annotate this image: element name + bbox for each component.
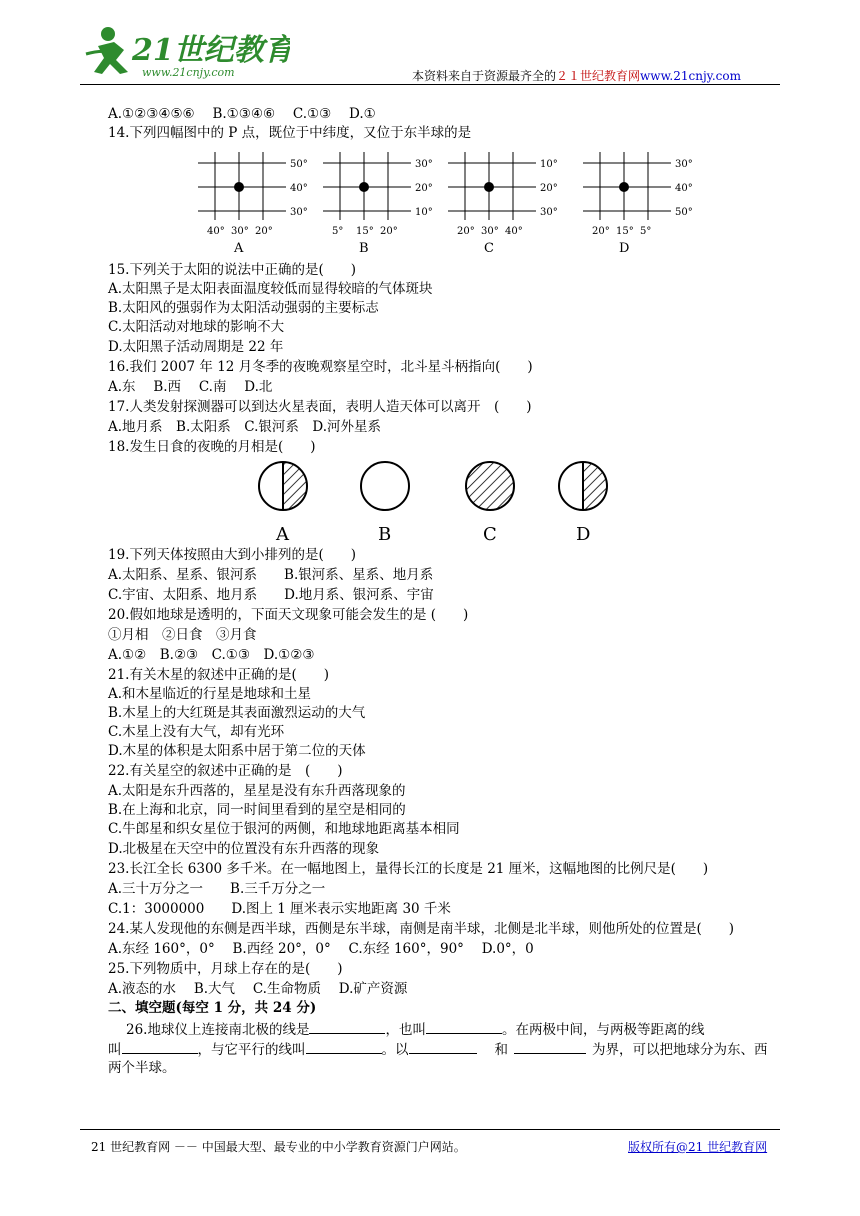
q23-stem: 23.长江全长 6300 多千米。在一幅地图上，量得长江的长度是 21 厘米，这幅地图的比例尺是( ): [108, 861, 709, 877]
grid-lat-label: 20°: [540, 183, 558, 194]
q24-options: A.东经 160°，0° B.西经 20°，0° C.东经 160°，90° D.0°，0: [108, 941, 534, 957]
moon-option-label: B: [378, 524, 392, 545]
q16-stem: 16.我们 2007 年 12 月冬季的夜晚观察星空时，北斗星斗柄指向( ): [108, 359, 533, 375]
moon-option-label: D: [576, 524, 591, 545]
q26-text-4: 叫: [108, 1042, 122, 1058]
grid-option-label: A: [234, 241, 244, 256]
q26-text-6: 。以: [381, 1042, 409, 1058]
point-p: [619, 182, 629, 192]
q23-options-cd: C.1：3000000 D.图上 1 厘米表示实地距离 30 千米: [108, 901, 451, 917]
grid-lat-label: 40°: [290, 183, 308, 194]
grid-lat-label: 30°: [290, 207, 308, 218]
q16-options: A.东 B.西 C.南 D.北: [108, 379, 273, 395]
q18-stem: 18.发生日食的夜晚的月相是( ): [108, 439, 316, 455]
q21-stem: 21.有关木星的叙述中正确的是( ): [108, 667, 330, 683]
q26-line-3: 两个半球。: [108, 1060, 176, 1076]
q26-text-5: ，与它平行的线叫: [197, 1042, 306, 1058]
footer-rule: [80, 1129, 780, 1130]
q17-options: A.地月系 B.太阳系 C.银河系 D.河外星系: [108, 419, 382, 435]
q23-options-ab: A.三十万分之一 B.三千万分之一: [108, 881, 326, 897]
q19-options-ab: A.太阳系、星系、银河系 B.银河系、星系、地月系: [108, 567, 434, 583]
site-logo: [80, 20, 290, 82]
grid-lon-label: 40°: [505, 226, 523, 237]
grid-lon-label: 15°: [356, 226, 374, 237]
grid-lon-label: 20°: [592, 226, 610, 237]
q21-option-b: B.木星上的大红斑是其表面激烈运动的大气: [108, 705, 366, 721]
point-p: [484, 182, 494, 192]
q21-option-d: D.木星的体积是太阳系中居于第二位的天体: [108, 743, 366, 759]
q20-stem: 20.假如地球是透明的，下面天文现象可能会发生的是 ( ): [108, 607, 469, 623]
moon-outline: [361, 462, 409, 510]
grid-lon-label: 20°: [457, 226, 475, 237]
q22-stem: 22.有关星空的叙述中正确的是 ( ): [108, 763, 343, 779]
grid-lat-label: 10°: [540, 159, 558, 170]
q14-stem: 14.下列四幅图中的 P 点，既位于中纬度，又位于东半球的是: [108, 125, 472, 141]
q13-options: A.①②③④⑤⑥ B.①③④⑥ C.①③ D.①: [108, 106, 376, 122]
moon-figure-d: [559, 462, 607, 545]
q26-text-1: 26.地球仪上连接南北极的线是: [126, 1022, 310, 1038]
grid-option-label: D: [619, 241, 630, 256]
header-note-prefix: 本资料来自于资源最齐全的: [412, 69, 557, 83]
q26-blank-4[interactable]: [306, 1039, 382, 1054]
q26-line-1: [126, 1019, 704, 1039]
q20-statements: ①月相 ②日食 ③月食: [108, 627, 257, 643]
q18-moon-figures: [250, 458, 610, 548]
grid-lat-label: 30°: [415, 159, 433, 170]
grid-lon-label: 30°: [231, 226, 249, 237]
logo-url: www.21cnjy.com: [142, 66, 235, 79]
grid-lon-label: 15°: [616, 226, 634, 237]
grid-lat-label: 20°: [415, 183, 433, 194]
grid-lon-label: 20°: [380, 226, 398, 237]
grid-lon-label: 5°: [332, 226, 344, 237]
footer-text: 21 世纪教育网 －－ 中国最大型、最专业的中小学教育资源门户网站。: [91, 1140, 466, 1154]
q22-option-c: C.牛郎星和织女星位于银河的两侧，和地球地距离基本相同: [108, 821, 460, 837]
grid-option-label: C: [484, 241, 494, 256]
header-note: [412, 67, 741, 84]
q26-text-3: 。在两极中间，与两极等距离的线: [501, 1022, 705, 1038]
grid-lat-label: 40°: [675, 183, 693, 194]
moon-figure-a: [259, 462, 307, 545]
q26-blank-1[interactable]: [309, 1019, 385, 1034]
grid-figure-a: [198, 152, 308, 256]
q26-text-8: 为界，可以把地球分为东、西: [592, 1042, 768, 1058]
q26-line-2: [108, 1039, 768, 1059]
grid-figure-c: [448, 152, 558, 256]
logo-text: 21世纪教育: [132, 33, 290, 68]
header-note-url[interactable]: www.21cnjy.com: [640, 69, 741, 83]
moon-figure-c: [466, 462, 514, 545]
point-p: [234, 182, 244, 192]
q20-options: A.①② B.②③ C.①③ D.①②③: [108, 647, 315, 663]
grid-lon-label: 5°: [640, 226, 652, 237]
grid-lat-label: 10°: [415, 207, 433, 218]
grid-figure-d: [583, 152, 693, 256]
moon-shaded-area: [283, 462, 307, 510]
section-2-heading: 二、填空题(每空 1 分，共 24 分): [108, 1000, 317, 1016]
grid-lon-label: 40°: [207, 226, 225, 237]
grid-lon-label: 20°: [255, 226, 273, 237]
grid-lat-label: 30°: [540, 207, 558, 218]
grid-lat-label: 50°: [290, 159, 308, 170]
q22-option-b: B.在上海和北京，同一时间里看到的星空是相同的: [108, 802, 406, 818]
q22-option-d: D.北极星在天空中的位置没有东升西落的现象: [108, 841, 380, 857]
header-note-site[interactable]: ２１世纪教育网: [556, 69, 641, 83]
q17-stem: 17.人类发射探测器可以到达火星表面，表明人造天体可以离开 ( ): [108, 399, 532, 415]
moon-figure-b: [361, 462, 409, 545]
q22-option-a: A.太阳是东升西落的，星星是没有东升西落现象的: [108, 783, 406, 799]
q19-options-cd: C.宇宙、太阳系、地月系 D.地月系、银河系、宇宙: [108, 587, 434, 603]
grid-figure-b: [323, 152, 433, 256]
grid-lon-label: 30°: [481, 226, 499, 237]
q26-text-7: 和: [494, 1042, 508, 1058]
q26-blank-6[interactable]: [514, 1039, 586, 1054]
q15-option-c: C.太阳活动对地球的影响不大: [108, 319, 285, 335]
q25-options: A.液态的水 B.大气 C.生命物质 D.矿产资源: [108, 981, 408, 997]
q21-option-a: A.和木星临近的行星是地球和土星: [108, 686, 312, 702]
q21-option-c: C.木星上没有大气，却有光环: [108, 724, 285, 740]
q15-option-b: B.太阳风的强弱作为太阳活动强弱的主要标志: [108, 300, 379, 316]
header-rule: [80, 84, 780, 85]
q26-blank-2[interactable]: [426, 1019, 502, 1034]
grid-lat-label: 50°: [675, 207, 693, 218]
q26-blank-3[interactable]: [122, 1039, 198, 1054]
q26-text-2: ，也叫: [385, 1022, 426, 1038]
moon-shaded-area: [583, 462, 607, 510]
grid-option-label: B: [359, 241, 369, 256]
moon-option-label: A: [276, 524, 289, 545]
moon-option-label: C: [483, 524, 497, 545]
q14-grid-figures: [190, 148, 700, 258]
grid-lat-label: 30°: [675, 159, 693, 170]
footer-copyright-link[interactable]: 版权所有@21 世纪教育网: [628, 1140, 768, 1154]
q15-option-d: D.太阳黑子活动周期是 22 年: [108, 339, 284, 355]
q25-stem: 25.下列物质中，月球上存在的是( ): [108, 961, 343, 977]
point-p: [359, 182, 369, 192]
q15-stem: 15.下列关于太阳的说法中正确的是( ): [108, 262, 357, 278]
q19-stem: 19.下列天体按照由大到小排列的是( ): [108, 547, 357, 563]
q26-blank-5[interactable]: [409, 1039, 477, 1054]
q24-stem: 24.某人发现他的东侧是西半球，西侧是东半球，南侧是南半球，北侧是北半球，则他所处的位置是( ): [108, 921, 735, 937]
logo-runner-icon: [86, 27, 128, 74]
q15-option-a: A.太阳黑子是太阳表面温度较低而显得较暗的气体斑块: [108, 281, 433, 297]
